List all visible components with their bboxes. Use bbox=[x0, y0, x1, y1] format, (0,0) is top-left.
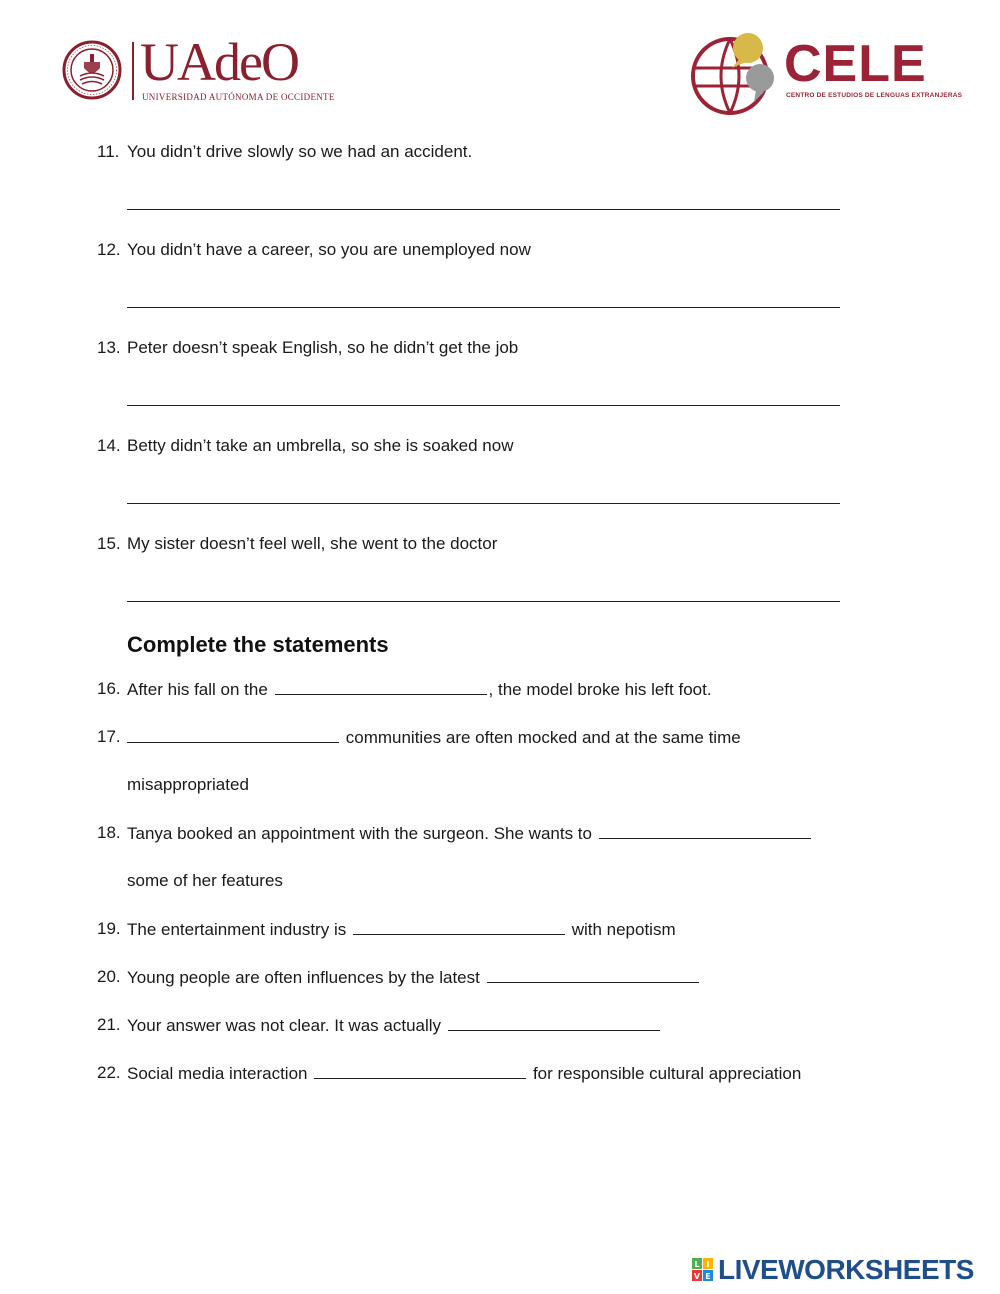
svg-text:E: E bbox=[705, 1272, 711, 1281]
logo-divider bbox=[132, 42, 134, 100]
text-after-blank: , the model broke his left foot. bbox=[488, 680, 712, 699]
question-text: My sister doesn’t feel well, she went to the doctor bbox=[127, 534, 498, 553]
question-number: 20. bbox=[97, 967, 121, 986]
text-after-blank: for responsible cultural appreciation bbox=[532, 1064, 802, 1083]
svg-text:V: V bbox=[693, 1272, 701, 1281]
cele-logo bbox=[690, 28, 963, 118]
uadeo-subtitle: UNIVERSIDAD AUTÓNOMA DE OCCIDENTE bbox=[142, 92, 335, 102]
question-number: 18. bbox=[97, 823, 121, 842]
question-body bbox=[127, 822, 813, 845]
svg-text:L: L bbox=[694, 1260, 700, 1269]
question-text: Betty didn’t take an umbrella, so she is soaked now bbox=[127, 436, 514, 455]
cele-wordmark: CELE bbox=[784, 35, 927, 93]
question-number: 13. bbox=[97, 338, 121, 357]
liveworksheets-brand[interactable] bbox=[692, 1254, 992, 1286]
blank-17[interactable] bbox=[127, 726, 339, 743]
question-body bbox=[127, 678, 712, 701]
question-number: 14. bbox=[97, 436, 121, 455]
section-title: Complete the statements bbox=[127, 632, 389, 657]
question-text: You didn’t have a career, so you are unemployed now bbox=[127, 240, 531, 259]
question-text: Peter doesn’t speak English, so he didn’t get the job bbox=[127, 338, 519, 357]
text-after-blank: with nepotism bbox=[571, 920, 676, 939]
blank-21[interactable] bbox=[448, 1014, 660, 1031]
blank-18[interactable] bbox=[599, 822, 811, 839]
globe-speech-icon bbox=[690, 28, 780, 116]
text-before-blank: Your answer was not clear. It was actually bbox=[127, 1016, 442, 1035]
question-number: 19. bbox=[97, 919, 121, 938]
question-17-continuation: misappropriated bbox=[127, 775, 249, 794]
question-number: 22. bbox=[97, 1063, 121, 1082]
question-number: 16. bbox=[97, 679, 121, 698]
question-body bbox=[127, 726, 741, 749]
answer-line-11[interactable] bbox=[127, 209, 840, 210]
text-before-blank: The entertainment industry is bbox=[127, 920, 347, 939]
question-body bbox=[127, 966, 701, 989]
text-after-blank: communities are often mocked and at the same time bbox=[345, 728, 741, 747]
svg-text:I: I bbox=[706, 1260, 710, 1269]
question-number: 17. bbox=[97, 727, 121, 746]
question-number: 15. bbox=[97, 534, 121, 553]
answer-line-13[interactable] bbox=[127, 405, 840, 406]
cele-tagline: CENTRO DE ESTUDIOS DE LENGUAS EXTRANJERAS bbox=[786, 92, 963, 99]
blank-19[interactable] bbox=[353, 918, 565, 935]
answer-line-15[interactable] bbox=[127, 601, 840, 602]
uadeo-wordmark: UAdeO bbox=[140, 32, 298, 92]
blank-16[interactable] bbox=[275, 678, 487, 695]
answer-line-14[interactable] bbox=[127, 503, 840, 504]
live-blocks-icon bbox=[692, 1258, 714, 1282]
text-before-blank: Tanya booked an appointment with the surgeon. She wants to bbox=[127, 824, 592, 843]
question-body bbox=[127, 1014, 662, 1037]
question-number: 21. bbox=[97, 1015, 121, 1034]
uadeo-logo bbox=[62, 32, 335, 104]
question-body bbox=[127, 1062, 801, 1085]
question-body bbox=[127, 918, 676, 941]
text-before-blank: Social media interaction bbox=[127, 1064, 308, 1083]
question-18-continuation: some of her features bbox=[127, 871, 283, 890]
question-number: 12. bbox=[97, 240, 121, 259]
answer-line-12[interactable] bbox=[127, 307, 840, 308]
question-text: You didn’t drive slowly so we had an accident. bbox=[127, 142, 473, 161]
blank-22[interactable] bbox=[314, 1062, 526, 1079]
text-before-blank: After his fall on the bbox=[127, 680, 268, 699]
blank-20[interactable] bbox=[487, 966, 699, 983]
university-seal-icon bbox=[62, 40, 122, 100]
text-before-blank: Young people are often influences by the latest bbox=[127, 968, 480, 987]
question-number: 11. bbox=[97, 142, 120, 161]
liveworksheets-wordmark: LIVEWORKSHEETS bbox=[718, 1254, 974, 1285]
